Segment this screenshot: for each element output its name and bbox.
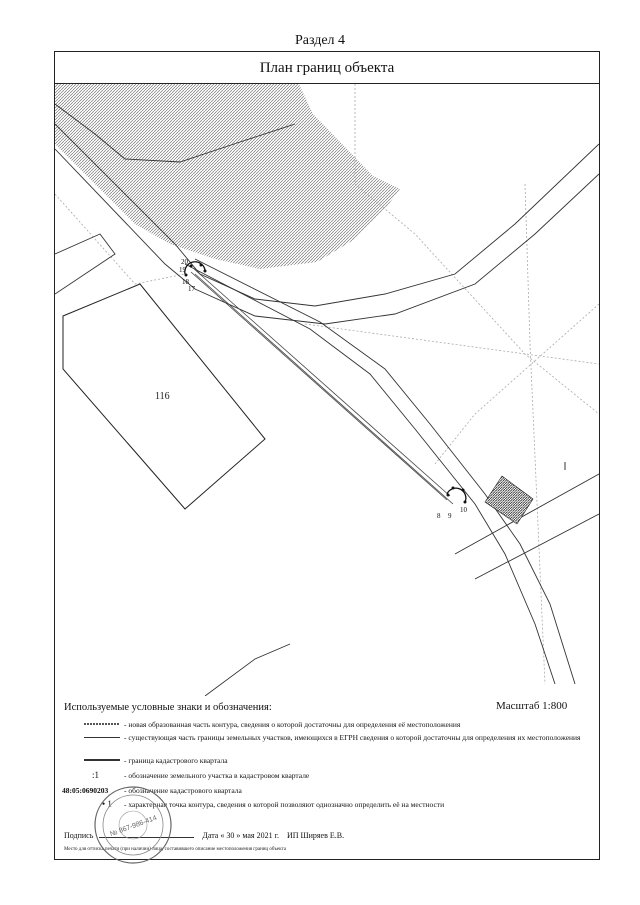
parcel-label: 116 <box>155 391 170 402</box>
existing-boundary-symbol <box>84 737 120 738</box>
point-symbol: • 1 <box>102 799 112 809</box>
point-label: 19 <box>179 266 186 274</box>
legend-text: - новая образованная часть контура, сведения о которой достаточны для определения её местоположения <box>124 720 461 729</box>
scale-label: Масштаб 1:800 <box>496 700 568 712</box>
plan-title: План границ объекта <box>54 51 600 84</box>
hatched-area <box>55 84 400 269</box>
point-label: 18 <box>182 278 189 286</box>
svg-text:№ 867-986-414: № 867-986-414 <box>109 814 158 839</box>
point-label: 9 <box>448 512 452 520</box>
quarter-symbol: 48:05:0690203 <box>62 786 109 795</box>
building <box>485 476 533 524</box>
section-title: Раздел 4 <box>294 33 346 48</box>
signature-date: Дата « 30 » мая 2021 г. <box>202 831 279 840</box>
legend-text: - характерная точка контура, сведения о которой позволяют однозначно определить её на местности <box>124 800 445 809</box>
point-label: 17 <box>188 285 195 293</box>
seal-stamp <box>90 782 176 868</box>
legend-title: Используемые условные знаки и обозначения: <box>64 702 272 713</box>
point-label: 8 <box>437 512 441 520</box>
quarter-boundary-symbol <box>84 759 120 761</box>
new-boundary-symbol <box>84 723 120 725</box>
signature-name: ИП Ширяев Е.В. <box>286 831 345 840</box>
legend-text: - обозначение кадастрового квартала <box>124 786 242 795</box>
parcel-symbol: :1 <box>92 770 100 780</box>
signature-label: Подпись <box>64 831 94 840</box>
legend-text: - граница кадастрового квартала <box>124 756 228 765</box>
legend-text: - существующая часть границы земельных участков, имеющихся в ЕГРН сведения о которой достаточны для определения их местоположения <box>124 733 581 742</box>
boundary-plan-map <box>55 84 599 696</box>
point-label: 10 <box>460 506 467 514</box>
legend-text: - обозначение земельного участка в кадастровом квартале <box>124 771 310 780</box>
point-label: 20 <box>181 258 188 266</box>
footnote: Место для оттиска печати (при наличии) лица, составившего описание местоположения границ объекта <box>64 847 286 852</box>
